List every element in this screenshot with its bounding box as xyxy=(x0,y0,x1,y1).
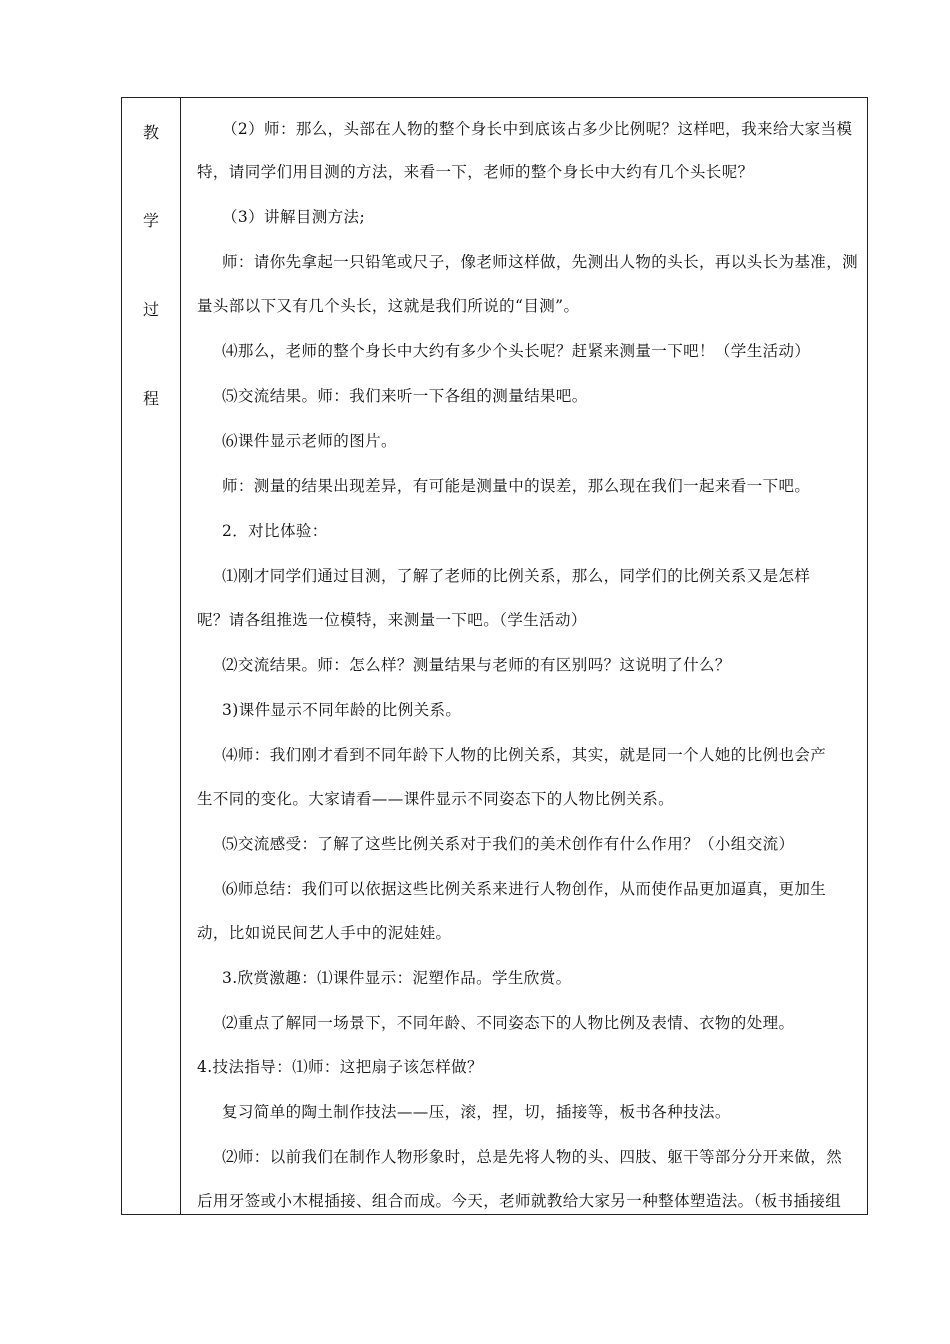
lesson-table xyxy=(121,97,868,1215)
text-line: ⑸交流结果。师：我们来听一下各组的测量结果吧。 xyxy=(222,387,588,405)
row-label-char: 教 xyxy=(142,123,159,142)
text-line: （2）师：那么，头部在人物的整个身长中到底该占多少比例呢？这样吧，我来给大家当模 xyxy=(222,120,853,138)
text-line: ⑵交流结果。师：怎么样？测量结果与老师的有区别吗？这说明了什么？ xyxy=(222,656,731,674)
text-line: 动，比如说民间艺人手中的泥娃娃。 xyxy=(197,924,452,942)
text-line: 特，请同学们用目测的方法，来看一下，老师的整个身长中大约有几个头长呢？ xyxy=(197,163,754,181)
lesson-content xyxy=(181,98,867,1214)
text-line: ⑴刚才同学们通过目测，了解了老师的比例关系，那么，同学们的比例关系又是怎样 xyxy=(222,567,811,585)
text-line: 呢？请各组推选一位模特，来测量一下吧。（学生活动） xyxy=(197,611,587,629)
row-label-char: 学 xyxy=(142,211,159,230)
text-line: ⑷那么，老师的整个身长中大约有多少个头长呢？赶紧来测量一下吧！（学生活动） xyxy=(222,342,811,360)
text-line: 4.技法指导：⑴师：这把扇子该怎样做？ xyxy=(197,1058,483,1076)
text-line: 后用牙签或小木棍插接、组合而成。今天，老师就教给大家另一种整体塑造法。（板书插接组 xyxy=(197,1192,842,1210)
text-line: 3)课件显示不同年龄的比例关系。 xyxy=(222,701,462,719)
text-line: ⑹课件显示老师的图片。 xyxy=(222,432,397,450)
row-label-char: 过 xyxy=(142,300,159,319)
text-line: 量头部以下又有几个头长，这就是我们所说的“目测”。 xyxy=(197,297,580,315)
text-line: 复习简单的陶土制作技法——压，滚，捏，切，插接等，板书各种技法。 xyxy=(222,1103,731,1121)
text-line: ⑸交流感受：了解了这些比例关系对于我们的美术创作有什么作用？（小组交流） xyxy=(222,835,795,853)
row-label-char: 程 xyxy=(142,389,159,408)
text-line: 师：请你先拿起一只铅笔或尺子，像老师这样做，先测出人物的头长，再以头长为基准，测 xyxy=(222,253,859,271)
text-line: 3.欣赏激趣：⑴课件显示：泥塑作品。学生欣赏。 xyxy=(222,969,572,987)
text-line: ⑹师总结：我们可以依据这些比例关系来进行人物创作，从而使作品更加逼真，更加生 xyxy=(222,880,827,898)
text-line: （3）讲解目测方法; xyxy=(222,208,366,226)
text-line: ⑵重点了解同一场景下，不同年龄、不同姿态下的人物比例及表情、衣物的处理。 xyxy=(222,1014,795,1032)
text-line: 师：测量的结果出现差异，有可能是测量中的误差，那么现在我们一起来看一下吧。 xyxy=(222,477,811,495)
text-line: 生不同的变化。大家请看——课件显示不同姿态下的人物比例关系。 xyxy=(197,790,675,808)
text-line: ⑵师：以前我们在制作人物形象时，总是先将人物的头、四肢、躯干等部分分开来做，然 xyxy=(222,1148,843,1166)
text-line: 2．对比体验： xyxy=(222,522,328,540)
text-line: ⑷师：我们刚才看到不同年龄下人物的比例关系，其实，就是同一个人她的比例也会产 xyxy=(222,746,827,764)
